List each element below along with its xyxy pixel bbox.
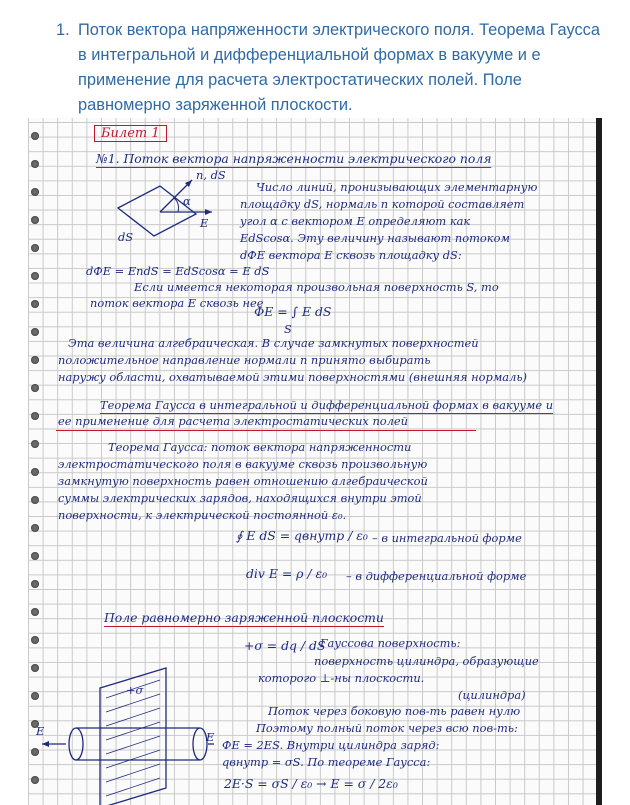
para3-line: Эта величина алгебраическая. В случае замкнутых поверхностей <box>68 336 479 350</box>
ticket-label: Билет 1 <box>94 125 167 142</box>
para3-line: положительное направление нормали n принято выбирать <box>58 353 431 367</box>
para3-line: наружу области, охватываемой этими поверхностями (внешняя нормаль) <box>58 370 527 384</box>
flux-line: Поэтому полный поток через всю пов-ть: <box>256 721 518 735</box>
gauss-integral-formula: ∮ E dS = qвнутр / ε₀ <box>236 528 368 543</box>
formula-flux-integral: ФE = ∫ E dS <box>254 304 332 319</box>
cylinder-note: (цилиндра) <box>458 688 526 702</box>
gauss-line: электростатического поля в вакууме сквозь произвольную <box>58 457 428 471</box>
normal-label: n, dS <box>196 168 226 182</box>
para2-line: поток вектора E сквозь нее <box>90 296 264 310</box>
gauss-line: поверхности, к электрической постоянной ε₀. <box>58 508 347 522</box>
para1-line: EdScosα. Эту величину называют потоком <box>240 231 510 245</box>
charged-plane-diagram <box>34 668 214 805</box>
flux-line: Поток через боковую пов-ть равен нулю <box>268 704 521 718</box>
alpha-label: α <box>183 194 191 208</box>
surface-line: которого ⊥-ны плоскости. <box>258 671 425 685</box>
flux-line: qвнутр = σS. По теореме Гаусса: <box>222 755 431 769</box>
question-heading <box>40 18 600 118</box>
page-edge <box>596 118 602 805</box>
area-label: dS <box>118 230 134 244</box>
para1-line: угол α с вектором E определяют как <box>240 214 471 228</box>
flux-line: ФE = 2ES. Внутри цилиндра заряд: <box>222 738 440 752</box>
sigma-label: +σ <box>126 683 144 697</box>
surface-line: поверхность цилиндра, образующие <box>314 654 539 668</box>
para1-line: площадку dS, нормаль n которой составляет <box>240 197 525 211</box>
gauss-line: Теорема Гаусса: поток вектора напряженности <box>108 440 412 454</box>
gauss-diff-formula: div E = ρ / ε₀ <box>246 566 328 581</box>
red-divider <box>56 430 476 431</box>
e-vector-label: E <box>200 216 209 230</box>
notebook-photo <box>28 118 602 805</box>
para1-line: dФE вектора E сквозь площадку dS: <box>240 248 462 262</box>
question-text: Поток вектора напряженности электрического поля. Теорема Гаусса в интегральной и дифференциальной формах в вакууме и е применение для расчета электростатических полей. Поле равномерно заряженной плоскости. <box>78 21 600 114</box>
flux-diagram <box>108 170 258 260</box>
section3-title: Поле равномерно заряженной плоскости <box>104 610 384 625</box>
gauss-diff-note: – в дифференциальной форме <box>346 569 527 583</box>
formula-dflux: dФE = EndS = EdScosα = E dS <box>86 264 270 278</box>
section1-title: №1. Поток вектора напряженности электрического поля <box>96 151 492 166</box>
gauss-line: суммы электрических зарядов, находящихся внутри этой <box>58 491 422 505</box>
surface-line: Гауссова поверхность: <box>320 636 461 650</box>
section2-title-line1: Теорема Гаусса в интегральной и дифференциальной формах в вакууме и <box>100 398 554 412</box>
question-number: 1. <box>56 21 70 39</box>
integral-subscript: S <box>284 322 292 336</box>
gauss-line: замкнутую поверхность равен отношению алгебраической <box>58 474 428 488</box>
e-left-label: E <box>36 724 45 738</box>
sigma-formula: +σ = dq / dS <box>244 638 326 653</box>
para1-line: Число линий, пронизывающих элементарную <box>256 180 538 194</box>
final-formula: 2E·S = σS / ε₀ → E = σ / 2ε₀ <box>224 776 398 791</box>
para2-line: Если имеется некоторая произвольная поверхность S, то <box>134 280 499 294</box>
e-right-label: E <box>206 730 215 744</box>
gauss-integral-note: – в интегральной форме <box>372 531 522 545</box>
section2-title-line2: ее применение для расчета электростатических полей <box>58 414 408 428</box>
